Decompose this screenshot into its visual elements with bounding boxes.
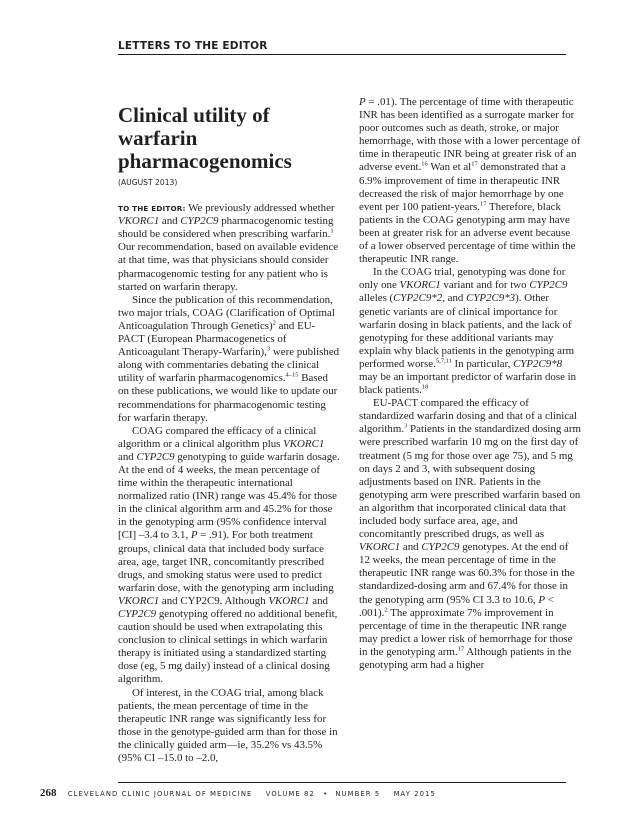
citation: 4–15: [285, 371, 299, 379]
paragraph-3: COAG compared the efficacy of a clinical algorithm or a clinical algorithm plus VKORC1 and CYP2C9 genotyping to guide warfarin dosage. At the end of 4 weeks, the mean percentage of time within the therapeutic international normalized ratio (INR) range was 45.4% for those in the clinical algorithm arm and 45.2% for those in the genotyping arm (95% confidence interval [CI] –3.4 to 3.1, P = .91). For both treatment groups, clinical data that included body surface area, age, target INR, concomitantly prescribed drugs, and smoking status were used to predict warfarin dose, with the genotyping arm including VKORC1 and CYP2C9. Although VKORC1 and CYP2C9 genotyping offered no additional benefit, caution should be used when extrapolating this conclusion to clinical settings in which warfarin therapy is initiated using a standardized starting dose (eg, 5 mg daily) instead of a clinical dosing algorithm.: [118, 424, 340, 686]
article-right-column: [359, 96, 581, 672]
citation: 2: [272, 319, 276, 327]
article-title: Clinical utility of warfarin pharmacogenomics: [118, 103, 292, 173]
lead-label: TO THE EDITOR:: [118, 204, 186, 214]
issue-date: MAY 2015: [393, 790, 436, 798]
paragraph-1: TO THE EDITOR: We previously addressed whether VKORC1 and CYP2C9 pharmacogenomic testing should be considered when prescribing warfarin.$^1$ Our recommendation, based on available evidence at that time, was that physicians should consider pharmacogenomic testing for any patient who is started on warfarin therapy.: [118, 202, 339, 293]
citation: 3: [266, 345, 271, 353]
article-left-column: [118, 98, 340, 765]
article-date: (AUGUST 2013): [118, 178, 178, 187]
citation: 16: [421, 160, 428, 168]
citation: 17: [457, 645, 465, 653]
citation: 2: [384, 606, 388, 614]
paragraph-2: Since the publication of this recommendation, two major trials, COAG (Clarification of Optimal Anticoagulation Through Genetics)$^2$ and EU-PACT (European Pharmacogenetics of Anticoagulant Therapy-Warfarin),$^3$ were published along with commentaries debating the clinical utility of warfarin pharmacogenomics.$^{4-15}$ Based on these publications, we would like to update our recommendations for pharmacogenomic testing for warfarin therapy.: [118, 293, 340, 424]
bullet-separator: •: [323, 790, 328, 798]
volume-label: VOLUME 82: [265, 790, 315, 798]
citation: 1: [330, 227, 334, 235]
issue-number: NUMBER 5: [335, 790, 381, 798]
journal-name: CLEVELAND CLINIC JOURNAL OF MEDICINE: [67, 790, 253, 798]
section-label: LETTERS TO THE EDITOR: [118, 40, 268, 52]
header-rule: [118, 54, 566, 55]
paragraph-5: In the COAG trial, genotyping was done for only one VKORC1 variant and for two CYP2C9 alleles (CYP2C9*2, and CYP2C9*3). Other genetic variants are of clinical importance for warfarin dosing in black patients, and the lack of genotyping for these additional variants may explain why black patients in the genotyping arm performed worse.$^{5,7,11}$ In particular, CYP2C9*8 may be an important predictor of warfarin dose in black patients.$^{18}$: [359, 266, 577, 397]
paragraph-4-continued: P = .01). The percentage of time with therapeutic INR has been identified as a surrogate marker for poor outcomes such as death, stroke, or major hemorrhage, with those with a lower percentage of time in therapeutic INR being at greater risk of an adverse event.$^{16}$ Wan et $al^{17}$ demonstrated that a 6.9% improvement of time in therapeutic INR decreased the risk of major hemorrhage by one event per 100 patient-years.$^{17}$ Therefore, black patients in the COAG genotyping arm may have been at greater risk for an adverse event because of a lower observed percentage of time within the therapeutic INR range.: [359, 96, 581, 266]
citation: 17: [479, 200, 487, 208]
citation: 18: [421, 383, 429, 391]
citation: 3: [404, 422, 408, 430]
citation: 5,7,11: [435, 357, 452, 365]
footer-rule: [118, 782, 566, 783]
paragraph-4: Of interest, in the COAG trial, among black patients, the mean percentage of time in the therapeutic INR range was significantly less for those in the genotype-guided arm than for those in the clinically guided arm—ie, 35.2% vs 43.5% (95% CI –15.0 to –2.0,: [118, 686, 338, 765]
page-number: 268: [40, 787, 57, 799]
page-footer: [40, 787, 436, 799]
citation: 17: [471, 160, 478, 168]
paragraph-6: EU-PACT compared the efficacy of standardized warfarin dosing and that of a clinical algorithm.$^3$ Patients in the standardized dosing arm were prescribed warfarin 10 mg on the first day of treatment (5 mg for those over age 75), and 5 mg on days 2 and 3, with subsequent dosing adjustments based on INR. Patients in the genotyping arm were prescribed warfarin based on an algorithm that incorporated clinical data that included body surface area, age, and concomitantly prescribed drugs, as well as VKORC1 and CYP2C9 genotypes. At the end of 12 weeks, the mean percentage of time in the therapeutic INR range was 60.3% for those in the standardized-dosing arm and 67.4% for those in the genotyping arm (95% CI 3.3 to 10.6, P < .001).$^2$ The approximate 7% improvement in percentage of time in the therapeutic INR range may predict a lower risk of hemorrhage for those in the genotyping arm.$^{17}$ Although patients in the genotyping arm had a higher: [359, 397, 581, 672]
